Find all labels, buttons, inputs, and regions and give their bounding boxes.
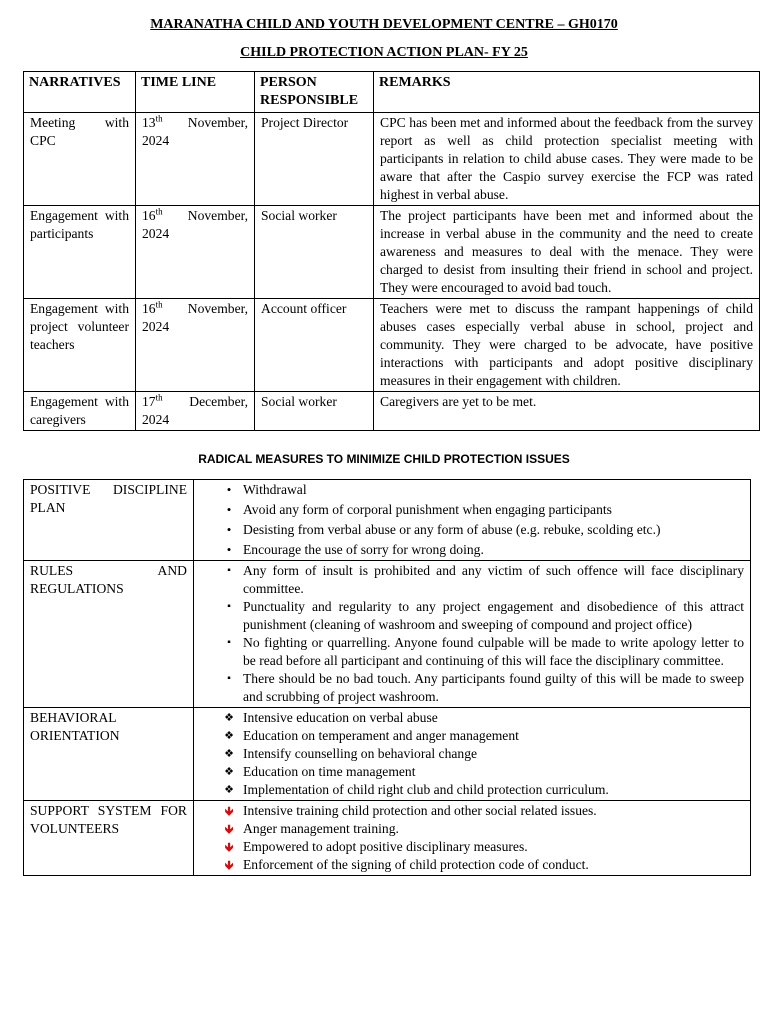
list-item: [200, 481, 744, 499]
column-header-narratives: NARRATIVES: [24, 72, 136, 113]
behavioral-list: [200, 709, 744, 799]
timeline-cell: [136, 206, 255, 299]
bullet-square-icon: ▪: [227, 565, 231, 576]
list-item-text: No fighting or quarrelling. Anyone found culpable will be made to write apology letter to be read before all participant and continuing of this will face the disciplinary committee.: [243, 635, 744, 668]
list-item-text: Avoid any form of corporal punishment when engaging participants: [243, 502, 612, 517]
arrow-down-icon: 🡻: [224, 840, 234, 854]
list-item: [200, 763, 744, 781]
timeline-day: 13: [142, 115, 156, 130]
bullet-diamond-icon: ❖: [224, 712, 234, 724]
narrative-cell: Engagement with participants: [24, 206, 136, 299]
remarks-cell: CPC has been met and informed about the feedback from the survey report as well as child protection specialist meeting with participants in relation to child abuse cases. They were made to be aware that after the Caspio survey exercise the FCP was rated highest in verbal abuse.: [374, 113, 760, 206]
measures-list-cell: [194, 708, 751, 801]
list-item-text: Intensive education on verbal abuse: [243, 710, 438, 725]
measures-list-cell: [194, 801, 751, 876]
document-title: MARANATHA CHILD AND YOUTH DEVELOPMENT CENTRE – GH0170: [150, 17, 618, 32]
timeline-month-year: November, 2024: [142, 208, 248, 241]
list-item-text: Anger management training.: [243, 821, 399, 836]
bullet-square-icon: ▪: [227, 601, 231, 612]
list-item: [200, 670, 744, 706]
timeline-day: 16: [142, 301, 156, 316]
measures-table: [23, 479, 751, 876]
timeline-day: 16: [142, 208, 156, 223]
list-item: [200, 598, 744, 634]
timeline-day-suffix: th: [155, 392, 163, 403]
column-header-remarks: REMARKS: [374, 72, 760, 113]
list-item: [200, 634, 744, 670]
measures-list-cell: [194, 561, 751, 708]
timeline-day: 17: [142, 394, 156, 409]
bullet-dot-icon: •: [226, 482, 232, 497]
measures-row: [24, 801, 751, 876]
support-system-list: [200, 802, 744, 874]
timeline-cell: [136, 113, 255, 206]
list-item-text: There should be no bad touch. Any participants found guilty of this will be made to sweep and scrubbing of project washroom.: [243, 671, 744, 704]
list-item: [200, 541, 744, 559]
column-header-person-responsible: PERSON RESPONSIBLE: [255, 72, 374, 113]
person-cell: Project Director: [255, 113, 374, 206]
remarks-cell: The project participants have been met and informed about the increase in verbal abuse in the community and the need to create awareness and measures to deal with the menace. They were charged to desist from insulting their friend in school and project. They were encouraged to avoid bad touch.: [374, 206, 760, 299]
bullet-diamond-icon: ❖: [224, 766, 234, 778]
list-item: [200, 521, 744, 539]
measures-row: [24, 561, 751, 708]
remarks-cell: Teachers were met to discuss the rampant happenings of child abuses cases especially verbal abuse in school, project and community. They were charged to be advocate, have positive interactions with participants and adopt positive disciplinary measures in their engagement with children.: [374, 299, 760, 392]
list-item-text: Encourage the use of sorry for wrong doing.: [243, 542, 484, 557]
person-cell: Social worker: [255, 392, 374, 431]
positive-discipline-list: [200, 481, 744, 559]
bullet-square-icon: ▪: [227, 673, 231, 684]
timeline-month-year: December, 2024: [142, 394, 248, 427]
list-item: [200, 820, 744, 838]
list-item: [200, 745, 744, 763]
timeline-day-suffix: th: [155, 206, 163, 217]
list-item-text: Desisting from verbal abuse or any form of abuse (e.g. rebuke, scolding etc.): [243, 522, 661, 537]
bullet-diamond-icon: ❖: [224, 730, 234, 742]
list-item-text: Implementation of child right club and child protection curriculum.: [243, 782, 609, 797]
list-item-text: Withdrawal: [243, 482, 307, 497]
bullet-dot-icon: •: [226, 542, 232, 557]
measures-list-cell: [194, 480, 751, 561]
list-item-text: Punctuality and regularity to any project engagement and disobedience of this attract punishment (cleaning of washroom and sweeping of compound and project office): [243, 599, 744, 632]
list-item: [200, 781, 744, 799]
timeline-month-year: November, 2024: [142, 115, 248, 148]
list-item: [200, 856, 744, 874]
table-row: [24, 392, 760, 431]
list-item: [200, 838, 744, 856]
list-item-text: Empowered to adopt positive disciplinary measures.: [243, 839, 528, 854]
bullet-dot-icon: •: [226, 522, 232, 537]
list-item-text: Education on temperament and anger management: [243, 728, 519, 743]
measures-row: [24, 708, 751, 801]
list-item: [200, 727, 744, 745]
rules-list: [200, 562, 744, 706]
category-rules-and-regulations: RULES AND REGULATIONS: [24, 561, 194, 708]
narrative-cell: Engagement with caregivers: [24, 392, 136, 431]
timeline-day-suffix: th: [155, 113, 163, 124]
bullet-diamond-icon: ❖: [224, 748, 234, 760]
list-item: [200, 501, 744, 519]
document-subtitle: CHILD PROTECTION ACTION PLAN- FY 25: [240, 45, 528, 60]
list-item-text: Education on time management: [243, 764, 416, 779]
measures-title: RADICAL MEASURES TO MINIMIZE CHILD PROTECTION ISSUES: [198, 452, 570, 466]
narrative-cell: Engagement with project volunteer teachers: [24, 299, 136, 392]
arrow-down-icon: 🡻: [224, 858, 234, 872]
list-item-text: Any form of insult is prohibited and any victim of such offence will face disciplinary committee.: [243, 563, 744, 596]
timeline-month-year: November, 2024: [142, 301, 248, 334]
list-item-text: Intensify counselling on behavioral change: [243, 746, 478, 761]
category-positive-discipline-plan: POSITIVE DISCIPLINE PLAN: [24, 480, 194, 561]
bullet-diamond-icon: ❖: [224, 784, 234, 796]
list-item: [200, 562, 744, 598]
timeline-cell: [136, 299, 255, 392]
category-support-system-for-volunteers: SUPPORT SYSTEM FOR VOLUNTEERS: [24, 801, 194, 876]
timeline-day-suffix: th: [155, 299, 163, 310]
list-item-text: Intensive training child protection and other social related issues.: [243, 803, 597, 818]
person-cell: Account officer: [255, 299, 374, 392]
list-item: [200, 802, 744, 820]
table-row: [24, 113, 760, 206]
arrow-down-icon: 🡻: [224, 804, 234, 818]
list-item-text: Enforcement of the signing of child protection code of conduct.: [243, 857, 589, 872]
timeline-cell: [136, 392, 255, 431]
table-row: [24, 206, 760, 299]
measures-row: [24, 480, 751, 561]
narrative-cell: Meeting with CPC: [24, 113, 136, 206]
person-cell: Social worker: [255, 206, 374, 299]
list-item: [200, 709, 744, 727]
remarks-cell: Caregivers are yet to be met.: [374, 392, 760, 431]
bullet-square-icon: ▪: [227, 637, 231, 648]
action-plan-table: [23, 71, 760, 431]
bullet-dot-icon: •: [226, 502, 232, 517]
category-behavioral-orientation: BEHAVIORAL ORIENTATION: [24, 708, 194, 801]
table-row: [24, 299, 760, 392]
action-plan-header-row: [24, 72, 760, 113]
column-header-time-line: TIME LINE: [136, 72, 255, 113]
arrow-down-icon: 🡻: [224, 822, 234, 836]
